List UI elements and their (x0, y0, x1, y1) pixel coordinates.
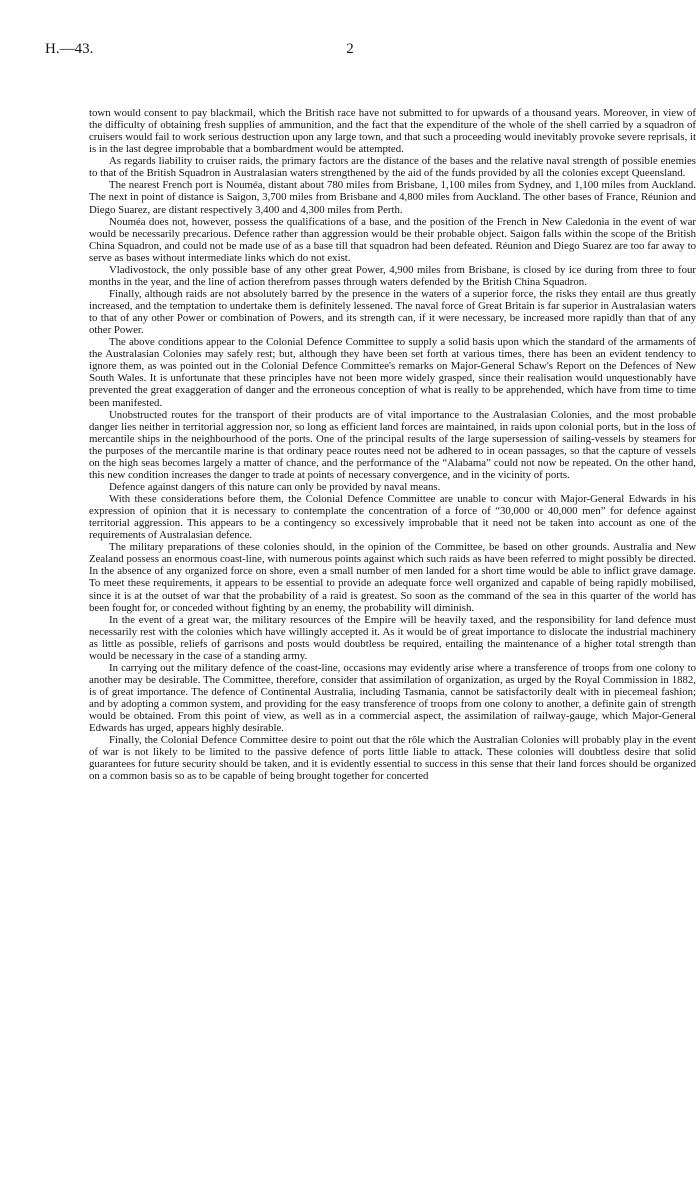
paragraph: With these considerations before them, the Colonial Defence Committee are unable to concur with Major-General Edwards in his expression of opinion that it is necessary to contemplate the concentration of a force of “30,000 or 40,000 men” for defence against territorial aggression. This appears to be a contingency so excessively improbable that it need not be taken into account as one of the requirements of Australasian defence. (89, 493, 696, 542)
page-number: 2 (346, 41, 354, 57)
paragraph: Defence against dangers of this nature can only be provided by naval means. (109, 480, 441, 493)
paragraph: Finally, although raids are not absolutely barred by the presence in the waters of a superior force, the risks they entail are thus greatly increased, and the temptation to undertake them is definitely lessened. The naval force of Great Britain is far superior in Australasian waters to that of any other Power or combination of Powers, and its strength can, if it were necessary, be increased more rapidly than that of any other Power. (89, 287, 696, 337)
paragraph: The military preparations of these colonies should, in the opinion of the Committee, be based on other grounds. Australia and New Zealand possess an enormous coast-line, with numerous points against which such raids as have been referred to might possibly be directed. In the absence of any organized force on shore, even a small number of men landed for a short time would be able to inflict grave damage. To meet these requirements, it appears to be essential to provide an adequate force well organized and capable of being rapidly mobilised, since it is at the outset of war that the probability of a raid is greatest. So soon as the command of the sea in this quarter of the world has been fought for, or conceded without fighting by an enemy, the probability will diminish. (89, 541, 696, 614)
paragraph: town would consent to pay blackmail, which the British race have not submitted to for upwards of a thousand years. Moreover, in view of the difficulty of obtaining fresh supplies of ammunition, and the fact that the expenditure of the whole of the shell carried by a squadron of cruisers would fail to work serious destruction upon any large town, and that such a proceeding would inevitably provoke severe reprisals, it is in the last degree improbable that a bombardment would be attempted. (89, 107, 696, 156)
paragraph: Vladivostock, the only possible base of any other great Power, 4,900 miles from Brisbane, is closed by ice during from three to four months in the year, and the line of action therefrom passes through waters defended by the British China Squadron. (89, 263, 696, 288)
page-header (45, 41, 655, 63)
paragraph: In the event of a great war, the military resources of the Empire will be heavily taxed, and the responsibility for land defence must necessarily rest with the colonies which have willingly accepted it. As it would be of great importance to dislocate the industrial machinery as little as possible, reliefs of garrisons and posts would doubtless be required, entailing the maintenance of a higher total strength than would be necessary in the case of a standing army. (89, 613, 696, 662)
paragraph: Nouméa does not, however, possess the qualifications of a base, and the position of the French in New Caledonia in the event of war would be necessarily precarious. Defence rather than aggression would be their probable object. Saigon falls within the scope of the British China Squadron, and could not be made use of as a base till that squadron had been defeated. Réunion and Diego Suarez are too far away to serve as bases without intermediate links which do not exist. (89, 215, 696, 264)
paragraph: In carrying out the military defence of the coast-line, occasions may evidently arise where a transference of troops from one colony to another may be desirable. The Committee, therefore, consider that assimilation of organization, as urged by the Royal Commission in 1882, is of great importance. The defence of Continental Australia, including Tasmania, cannot be satisfactorily dealt with in piecemeal fashion; and by adopting a common system, and providing for the easy transference of troops from one colony to another, a definite gain of strength would be obtained. From this point of view, as well as in a commercial aspect, the assimilation of railway-gauge, which Major-General Edwards has urged, appears highly desirable. (89, 661, 696, 735)
paragraph: Finally, the Colonial Defence Committee desire to point out that the rôle which the Australian Colonies will probably play in the event of war is not likely to be limited to the passive defence of ports little liable to attack. These colonies will doubtless desire that solid guarantees for future security should be taken, and it is evidently essential to success in this sense that their land forces should be organized on a common basis so as to be capable of being brought together for concerted (89, 734, 696, 783)
paragraph: As regards liability to cruiser raids, the primary factors are the distance of the bases and the relative naval strength of possible enemies to that of the British Squadron in Australasian waters strengthened by the aid of the funds provided by all the colonies except Queensland. (89, 155, 696, 180)
document-reference: H.—43. (45, 41, 94, 57)
paragraph: The nearest French port is Nouméa, distant about 780 miles from Brisbane, 1,100 miles from Sydney, and 1,100 miles from Auckland. The next in point of distance is Saigon, 3,700 miles from Brisbane and 4,800 miles from Auckland. The other bases of France, Réunion and Diego Suarez, are distant respectively 3,400 and 4,300 miles from Perth. (89, 179, 696, 216)
paragraph: The above conditions appear to the Colonial Defence Committee to supply a solid basis upon which the standard of the armaments of the Australasian Colonies may safely rest; but, although they have been set forth at various times, there has been an evident tendency to ignore them, as was pointed out in the Colonial Defence Committee's remarks on Major-General Schaw's Report on the Defences of New South Wales. It is unfortunate that these principles have not been more widely grasped, since their realisation would unquestionably have prevented the great exaggeration of danger and the erroneous conception of what is really to be apprehended, which have from time to time been manifested. (89, 336, 696, 409)
paragraph: Unobstructed routes for the transport of their products are of vital importance to the Australasian Colonies, and the most probable danger lies neither in territorial aggression nor, so long as efficient land forces are maintained, in raids upon colonial ports, but in the loss of mercantile ships in the neighbourhood of the ports. One of the principal results of the large supersession of sailing-vessels by steamers for the purposes of the mercantile marine is that ordinary peace routes need not be adhered to in ocean passages, so that the capture of vessels on the high seas becomes largely a matter of chance, and the performance of the “Alabama” could not now be repeated. On the other hand, this new condition increases the danger to trade at points of necessary convergence, and in the vicinity of ports. (89, 408, 696, 481)
body-text (89, 107, 696, 783)
